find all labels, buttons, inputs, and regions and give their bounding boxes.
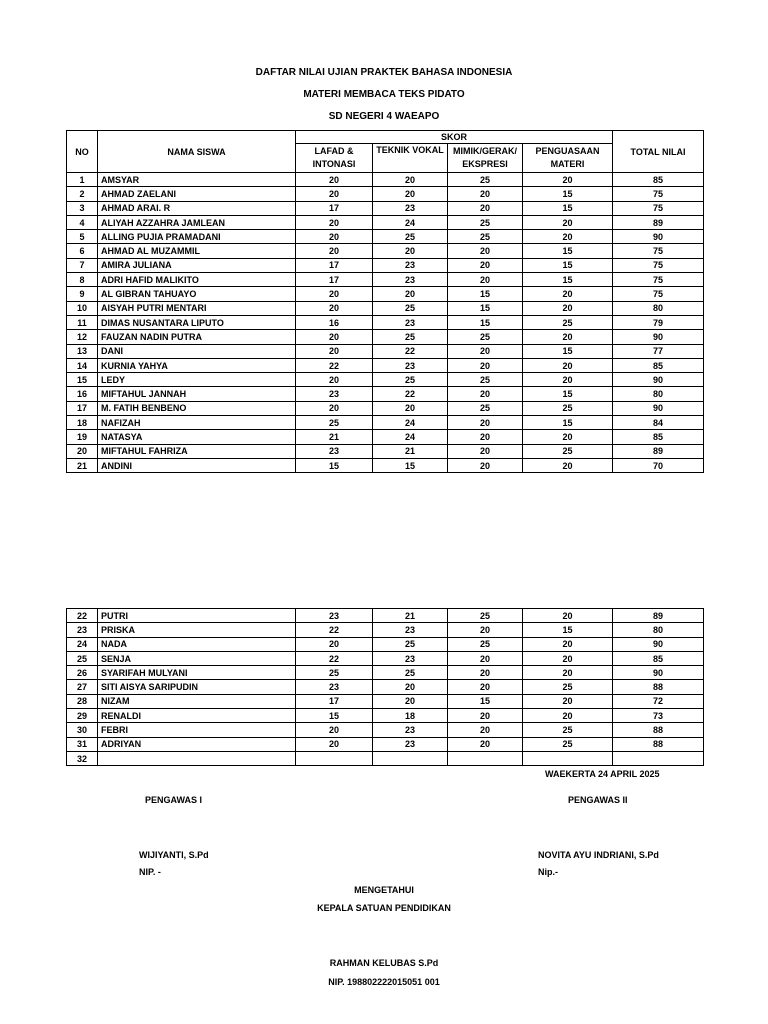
cell-total: 75 — [613, 187, 704, 201]
cell-teknik: 20 — [373, 287, 448, 301]
cell-teknik: 21 — [373, 609, 448, 623]
table-row — [67, 287, 704, 301]
table-row — [67, 737, 704, 751]
col-lafad-header — [296, 144, 373, 173]
cell-no: 12 — [67, 330, 98, 344]
cell-nama: FAUZAN NADIN PUTRA — [98, 330, 296, 344]
cell-penguasaan: 20 — [523, 301, 613, 315]
cell-mimik: 20 — [448, 358, 523, 372]
cell-nama: MIFTAHUL FAHRIZA — [98, 444, 296, 458]
pengawas1-label: PENGAWAS I — [145, 795, 203, 805]
cell-total: 75 — [613, 258, 704, 272]
cell-lafad: 16 — [296, 315, 373, 329]
cell-nama: PUTRI — [98, 609, 296, 623]
table-row — [67, 173, 704, 187]
cell-penguasaan: 20 — [523, 709, 613, 723]
col-mimik-line1: MIMIK/GERAK/ — [453, 146, 517, 156]
cell-total: 88 — [613, 723, 704, 737]
pengawas2-name: NOVITA AYU INDRIANI, S.Pd — [538, 850, 659, 860]
cell-lafad: 21 — [296, 430, 373, 444]
cell-teknik: 20 — [373, 401, 448, 415]
kepala-label: KEPALA SATUAN PENDIDIKAN — [317, 903, 451, 913]
cell-penguasaan: 20 — [523, 694, 613, 708]
cell-penguasaan: 20 — [523, 666, 613, 680]
cell-nama: AMSYAR — [98, 173, 296, 187]
cell-penguasaan: 15 — [523, 623, 613, 637]
grade-table-1 — [66, 130, 704, 473]
col-penguasaan-header — [523, 144, 613, 173]
cell-nama: NADA — [98, 637, 296, 651]
cell-mimik: 20 — [448, 737, 523, 751]
cell-lafad: 23 — [296, 387, 373, 401]
cell-no: 14 — [67, 358, 98, 372]
table-row — [67, 244, 704, 258]
cell-no: 11 — [67, 315, 98, 329]
cell-lafad: 20 — [296, 230, 373, 244]
cell-mimik: 15 — [448, 315, 523, 329]
school-name: SD NEGERI 4 WAEAPO — [328, 111, 440, 122]
col-no-header: NO — [67, 131, 98, 173]
cell-mimik: 20 — [448, 709, 523, 723]
cell-total: 84 — [613, 416, 704, 430]
cell-penguasaan: 25 — [523, 401, 613, 415]
cell-total: 89 — [613, 609, 704, 623]
cell-no: 9 — [67, 287, 98, 301]
cell-penguasaan: 20 — [523, 215, 613, 229]
cell-lafad: 20 — [296, 637, 373, 651]
cell-lafad: 23 — [296, 609, 373, 623]
doc-subtitle: MATERI MEMBACA TEKS PIDATO — [303, 89, 465, 100]
col-teknik-header: TEKNIK VOKAL — [373, 144, 448, 173]
cell-nama: AMIRA JULIANA — [98, 258, 296, 272]
col-penguasaan-line2: MATERI — [550, 159, 585, 169]
cell-teknik: 20 — [373, 187, 448, 201]
col-penguasaan-line1: PENGUASAAN — [535, 146, 600, 156]
table-row — [67, 680, 704, 694]
table-row — [67, 344, 704, 358]
cell-total: 89 — [613, 215, 704, 229]
cell-teknik: 25 — [373, 637, 448, 651]
cell-nama: SITI AISYA SARIPUDIN — [98, 680, 296, 694]
cell-lafad — [296, 751, 373, 765]
table-row — [67, 458, 704, 472]
cell-total: 88 — [613, 737, 704, 751]
cell-teknik: 20 — [373, 680, 448, 694]
table-row — [67, 215, 704, 229]
cell-teknik: 22 — [373, 344, 448, 358]
cell-lafad: 15 — [296, 458, 373, 472]
table-row — [67, 430, 704, 444]
table-row — [67, 666, 704, 680]
cell-nama: RENALDI — [98, 709, 296, 723]
table-row — [67, 315, 704, 329]
cell-teknik: 23 — [373, 651, 448, 665]
cell-no: 26 — [67, 666, 98, 680]
doc-title: DAFTAR NILAI UJIAN PRAKTEK BAHASA INDONESIA — [255, 67, 513, 78]
cell-no: 21 — [67, 458, 98, 472]
table-row — [67, 623, 704, 637]
cell-mimik: 25 — [448, 230, 523, 244]
cell-no: 15 — [67, 373, 98, 387]
cell-no: 24 — [67, 637, 98, 651]
cell-nama: NATASYA — [98, 430, 296, 444]
cell-no: 27 — [67, 680, 98, 694]
cell-penguasaan: 15 — [523, 187, 613, 201]
cell-nama: ADRI HAFID MALIKITO — [98, 273, 296, 287]
cell-total: 70 — [613, 458, 704, 472]
cell-lafad: 20 — [296, 301, 373, 315]
cell-teknik: 23 — [373, 358, 448, 372]
cell-nama — [98, 751, 296, 765]
cell-total: 72 — [613, 694, 704, 708]
cell-mimik: 20 — [448, 344, 523, 358]
table-row — [67, 751, 704, 765]
cell-mimik: 25 — [448, 609, 523, 623]
cell-mimik: 15 — [448, 287, 523, 301]
cell-no: 2 — [67, 187, 98, 201]
cell-total: 75 — [613, 287, 704, 301]
cell-nama: AL GIBRAN TAHUAYO — [98, 287, 296, 301]
cell-total: 90 — [613, 666, 704, 680]
cell-nama: M. FATIH BENBENO — [98, 401, 296, 415]
cell-teknik: 20 — [373, 244, 448, 258]
cell-lafad: 20 — [296, 344, 373, 358]
table-row — [67, 201, 704, 215]
cell-mimik: 20 — [448, 680, 523, 694]
cell-nama: AHMAD ZAELANI — [98, 187, 296, 201]
cell-teknik: 23 — [373, 623, 448, 637]
cell-nama: ADRIYAN — [98, 737, 296, 751]
table-row — [67, 637, 704, 651]
cell-mimik: 20 — [448, 666, 523, 680]
cell-teknik: 23 — [373, 315, 448, 329]
cell-total: 75 — [613, 273, 704, 287]
cell-total: 85 — [613, 358, 704, 372]
cell-teknik: 25 — [373, 330, 448, 344]
cell-total: 85 — [613, 651, 704, 665]
cell-nama: NAFIZAH — [98, 416, 296, 430]
cell-mimik: 20 — [448, 416, 523, 430]
cell-mimik: 25 — [448, 401, 523, 415]
cell-penguasaan: 20 — [523, 173, 613, 187]
cell-total: 90 — [613, 373, 704, 387]
col-total-header: TOTAL NILAI — [613, 131, 704, 173]
cell-penguasaan: 20 — [523, 358, 613, 372]
cell-penguasaan: 20 — [523, 651, 613, 665]
cell-total: 75 — [613, 244, 704, 258]
col-mimik-header — [448, 144, 523, 173]
cell-nama: FEBRI — [98, 723, 296, 737]
cell-lafad: 23 — [296, 444, 373, 458]
cell-mimik: 20 — [448, 244, 523, 258]
col-lafad-line1: LAFAD & — [314, 146, 354, 156]
cell-teknik: 20 — [373, 694, 448, 708]
cell-total: 90 — [613, 230, 704, 244]
cell-total — [613, 751, 704, 765]
cell-lafad: 25 — [296, 666, 373, 680]
cell-penguasaan: 20 — [523, 609, 613, 623]
cell-teknik: 24 — [373, 430, 448, 444]
cell-penguasaan: 15 — [523, 416, 613, 430]
cell-mimik: 20 — [448, 430, 523, 444]
cell-teknik: 15 — [373, 458, 448, 472]
cell-no: 5 — [67, 230, 98, 244]
cell-total: 80 — [613, 623, 704, 637]
col-nama-header: NAMA SISWA — [98, 131, 296, 173]
cell-lafad: 20 — [296, 287, 373, 301]
pengawas1-nip: NIP. - — [139, 867, 161, 877]
cell-penguasaan: 25 — [523, 315, 613, 329]
cell-mimik: 20 — [448, 723, 523, 737]
cell-nama: LEDY — [98, 373, 296, 387]
cell-mimik: 20 — [448, 258, 523, 272]
table-row — [67, 273, 704, 287]
cell-penguasaan: 15 — [523, 387, 613, 401]
table-row — [67, 723, 704, 737]
table-row — [67, 387, 704, 401]
kepala-name: RAHMAN KELUBAS S.Pd — [329, 958, 439, 968]
cell-penguasaan — [523, 751, 613, 765]
table-row — [67, 373, 704, 387]
table-row — [67, 301, 704, 315]
table-row — [67, 258, 704, 272]
cell-mimik: 15 — [448, 694, 523, 708]
cell-total: 90 — [613, 401, 704, 415]
cell-no: 23 — [67, 623, 98, 637]
col-skor-header: SKOR — [296, 131, 613, 144]
cell-total: 88 — [613, 680, 704, 694]
cell-penguasaan: 25 — [523, 680, 613, 694]
cell-nama: AISYAH PUTRI MENTARI — [98, 301, 296, 315]
cell-no: 19 — [67, 430, 98, 444]
cell-penguasaan: 25 — [523, 723, 613, 737]
cell-mimik — [448, 751, 523, 765]
cell-mimik: 20 — [448, 187, 523, 201]
cell-penguasaan: 15 — [523, 244, 613, 258]
cell-nama: ALIYAH AZZAHRA JAMLEAN — [98, 215, 296, 229]
cell-no: 4 — [67, 215, 98, 229]
col-mimik-line2: EKSPRESI — [462, 159, 508, 169]
cell-lafad: 17 — [296, 201, 373, 215]
grade-table-1-body — [67, 173, 704, 473]
cell-lafad: 25 — [296, 416, 373, 430]
cell-nama: AHMAD AL MUZAMMIL — [98, 244, 296, 258]
cell-nama: DANI — [98, 344, 296, 358]
cell-mimik: 20 — [448, 387, 523, 401]
cell-mimik: 20 — [448, 273, 523, 287]
table-row — [67, 330, 704, 344]
cell-total: 85 — [613, 430, 704, 444]
cell-lafad: 17 — [296, 258, 373, 272]
table-row — [67, 230, 704, 244]
cell-mimik: 20 — [448, 651, 523, 665]
cell-penguasaan: 25 — [523, 444, 613, 458]
cell-teknik: 23 — [373, 723, 448, 737]
cell-mimik: 25 — [448, 330, 523, 344]
cell-lafad: 17 — [296, 694, 373, 708]
cell-no: 6 — [67, 244, 98, 258]
cell-no: 28 — [67, 694, 98, 708]
cell-penguasaan: 25 — [523, 737, 613, 751]
cell-lafad: 20 — [296, 244, 373, 258]
cell-lafad: 15 — [296, 709, 373, 723]
cell-total: 80 — [613, 387, 704, 401]
cell-no: 31 — [67, 737, 98, 751]
cell-teknik: 24 — [373, 416, 448, 430]
cell-mimik: 25 — [448, 637, 523, 651]
cell-total: 80 — [613, 301, 704, 315]
cell-teknik: 25 — [373, 301, 448, 315]
cell-mimik: 20 — [448, 444, 523, 458]
cell-teknik: 20 — [373, 173, 448, 187]
cell-no: 17 — [67, 401, 98, 415]
cell-nama: ALLING PUJIA PRAMADANI — [98, 230, 296, 244]
cell-mimik: 20 — [448, 623, 523, 637]
cell-no: 22 — [67, 609, 98, 623]
grade-table-2-body — [67, 609, 704, 766]
cell-teknik: 18 — [373, 709, 448, 723]
col-lafad-line2: INTONASI — [312, 159, 356, 169]
cell-nama: MIFTAHUL JANNAH — [98, 387, 296, 401]
cell-mimik: 15 — [448, 301, 523, 315]
mengetahui-label: MENGETAHUI — [354, 885, 414, 895]
cell-nama: AHMAD ARAI. R — [98, 201, 296, 215]
cell-no: 29 — [67, 709, 98, 723]
cell-teknik: 22 — [373, 387, 448, 401]
cell-no: 13 — [67, 344, 98, 358]
cell-lafad: 20 — [296, 330, 373, 344]
cell-teknik: 23 — [373, 258, 448, 272]
cell-teknik: 23 — [373, 273, 448, 287]
cell-teknik: 25 — [373, 373, 448, 387]
cell-mimik: 20 — [448, 458, 523, 472]
cell-penguasaan: 20 — [523, 637, 613, 651]
cell-no: 32 — [67, 751, 98, 765]
cell-no: 8 — [67, 273, 98, 287]
cell-mimik: 25 — [448, 215, 523, 229]
cell-mimik: 20 — [448, 201, 523, 215]
cell-total: 90 — [613, 330, 704, 344]
cell-penguasaan: 20 — [523, 330, 613, 344]
cell-penguasaan: 20 — [523, 430, 613, 444]
cell-no: 7 — [67, 258, 98, 272]
cell-teknik — [373, 751, 448, 765]
cell-penguasaan: 15 — [523, 344, 613, 358]
cell-lafad: 20 — [296, 737, 373, 751]
cell-total: 85 — [613, 173, 704, 187]
cell-mimik: 25 — [448, 173, 523, 187]
table-row — [67, 358, 704, 372]
table-row — [67, 401, 704, 415]
cell-total: 75 — [613, 201, 704, 215]
cell-teknik: 23 — [373, 201, 448, 215]
cell-lafad: 20 — [296, 401, 373, 415]
cell-nama: SENJA — [98, 651, 296, 665]
cell-mimik: 25 — [448, 373, 523, 387]
cell-no: 25 — [67, 651, 98, 665]
cell-penguasaan: 20 — [523, 230, 613, 244]
cell-no: 3 — [67, 201, 98, 215]
cell-lafad: 23 — [296, 680, 373, 694]
cell-total: 77 — [613, 344, 704, 358]
pengawas2-label: PENGAWAS II — [568, 795, 628, 805]
cell-penguasaan: 15 — [523, 273, 613, 287]
cell-no: 16 — [67, 387, 98, 401]
table-row — [67, 609, 704, 623]
cell-nama: PRISKA — [98, 623, 296, 637]
kepala-nip: NIP. 198802222015051 001 — [328, 977, 440, 987]
cell-lafad: 20 — [296, 373, 373, 387]
cell-no: 10 — [67, 301, 98, 315]
cell-lafad: 20 — [296, 173, 373, 187]
cell-lafad: 22 — [296, 623, 373, 637]
cell-no: 1 — [67, 173, 98, 187]
cell-lafad: 20 — [296, 215, 373, 229]
cell-penguasaan: 20 — [523, 373, 613, 387]
cell-lafad: 22 — [296, 358, 373, 372]
cell-teknik: 21 — [373, 444, 448, 458]
cell-penguasaan: 15 — [523, 258, 613, 272]
cell-teknik: 25 — [373, 666, 448, 680]
cell-no: 18 — [67, 416, 98, 430]
cell-total: 79 — [613, 315, 704, 329]
cell-nama: ANDINI — [98, 458, 296, 472]
cell-lafad: 22 — [296, 651, 373, 665]
cell-nama: KURNIA YAHYA — [98, 358, 296, 372]
cell-teknik: 24 — [373, 215, 448, 229]
table-row — [67, 416, 704, 430]
cell-penguasaan: 20 — [523, 458, 613, 472]
cell-total: 73 — [613, 709, 704, 723]
cell-no: 30 — [67, 723, 98, 737]
cell-penguasaan: 20 — [523, 287, 613, 301]
table-row — [67, 444, 704, 458]
cell-teknik: 23 — [373, 737, 448, 751]
table-row — [67, 709, 704, 723]
cell-no: 20 — [67, 444, 98, 458]
cell-total: 90 — [613, 637, 704, 651]
cell-nama: SYARIFAH MULYANI — [98, 666, 296, 680]
cell-lafad: 17 — [296, 273, 373, 287]
table-row — [67, 694, 704, 708]
cell-total: 89 — [613, 444, 704, 458]
cell-nama: DIMAS NUSANTARA LIPUTO — [98, 315, 296, 329]
table-row — [67, 651, 704, 665]
cell-lafad: 20 — [296, 723, 373, 737]
place-date: WAEKERTA 24 APRIL 2025 — [545, 769, 660, 779]
grade-table-2 — [66, 608, 704, 766]
cell-lafad: 20 — [296, 187, 373, 201]
cell-teknik: 25 — [373, 230, 448, 244]
cell-penguasaan: 15 — [523, 201, 613, 215]
pengawas1-name: WIJIYANTI, S.Pd — [139, 850, 209, 860]
table-row — [67, 187, 704, 201]
cell-nama: NIZAM — [98, 694, 296, 708]
pengawas2-nip: Nip.- — [538, 867, 558, 877]
